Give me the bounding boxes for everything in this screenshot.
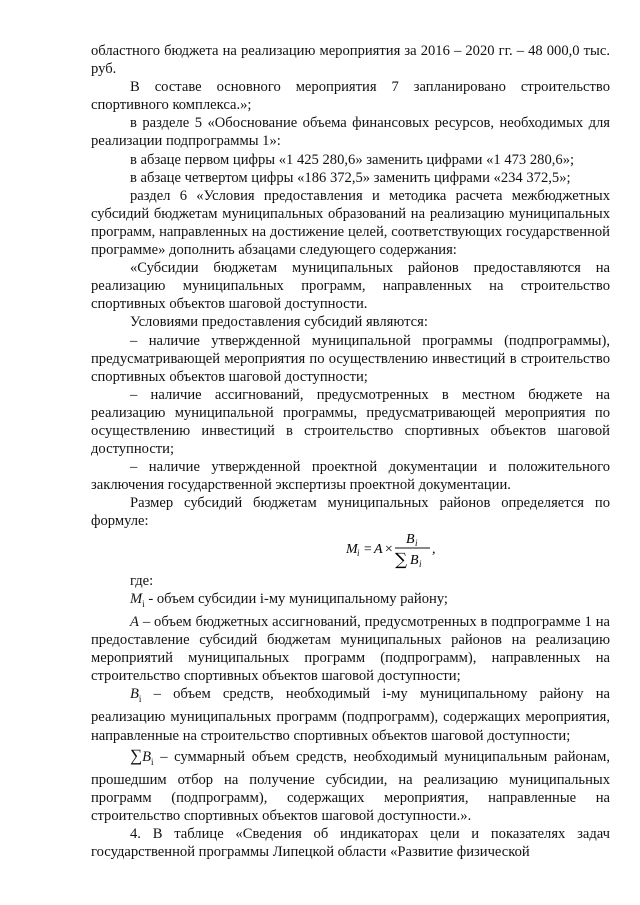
where-label: где:	[130, 573, 154, 589]
paragraph-5: в абзаце четвертом цифры «186 372,5» заменить цифрами «234 372,5»;	[130, 169, 571, 186]
paragraph-7: «Субсидии бюджетам муниципальных районов предоставляются на реализацию муниципальных программ, направленных на строительство спортивных объектов шаговой доступности.	[91, 260, 610, 313]
paragraph-11: – наличие утвержденной проектной документации и положительного заключения государственной экспертизы проектной документации.	[91, 459, 610, 494]
subsidy-formula	[346, 527, 456, 569]
definition-a	[91, 613, 610, 685]
paragraph-1: областного бюджета на реализацию мероприятия за 2016 – 2020 гг. – 48 000,0 тыс. руб.	[91, 43, 610, 78]
formula-a: A	[374, 542, 383, 557]
sum-symbol: ∑	[130, 745, 143, 765]
formula-times: ×	[384, 542, 394, 557]
bi-text: – объем средств, необходимый i-му муниципальному району на реализацию муниципальных программ (подпрограмм), содержащих мероприятия, направленные на строительство спортивных объектов шаговой доступности;	[91, 686, 610, 744]
formula-eq: =	[363, 542, 373, 557]
formula-lhs-sub: i	[357, 548, 360, 558]
paragraph-12: Размер субсидий бюджетам муниципальных районов определяется по формуле:	[91, 495, 610, 530]
mi-text: - объем субсидии i-му муниципальному району;	[144, 591, 448, 608]
paragraph-10: – наличие ассигнований, предусмотренных в местном бюджете на реализацию муниципальной программы, предусматривающей мероприятия по осуществлению инвестиций в строительство спортивных объектов шаговой доступности;	[91, 386, 610, 458]
sum-b-symbol: B	[142, 748, 152, 765]
mi-symbol: M	[130, 591, 143, 608]
bi-symbol: B	[130, 686, 139, 703]
paragraph-3: в разделе 5 «Обоснование объема финансовых ресурсов, необходимых для реализации подпрограммы 1»:	[91, 115, 610, 150]
formula-denominator: B	[410, 553, 419, 568]
formula-numerator-sub: i	[415, 538, 418, 548]
formula-graphic	[346, 527, 456, 569]
text-block-top	[91, 42, 610, 531]
paragraph-6: раздел 6 «Условия предоставления и методика расчета межбюджетных субсидий бюджетам муниципальных образований на реализацию муниципальных программ, направленных на достижение целей, соответствующих государственной программе» дополнить абзацами следующего содержания:	[91, 187, 610, 259]
sum-subscript: i	[151, 756, 154, 767]
definition-mi	[91, 590, 610, 613]
mi-subscript: i	[142, 599, 145, 609]
paragraph-9: – наличие утвержденной муниципальной программы (подпрограммы), предусматривающей мероприятия по осуществлению инвестиций в строительство спортивных объектов шаговой доступности;	[91, 332, 610, 385]
sum-text: – суммарный объем средств, необходимый муниципальным районам, прошедшим отбор на получение субсидии, на реализацию муниципальных программ (подпрограмм), содержащих мероприятия, направленные на строительство спортивных объектов шаговой доступности.».	[91, 748, 610, 824]
a-text: – объем бюджетных ассигнований, предусмотренных в подпрограмме 1 на предоставление субсидий бюджетам муниципальных районов на реализацию мероприятий муниципальных программ (подпрограмм), направленных на строительство спортивных объектов шаговой доступности;	[91, 614, 610, 685]
text-block-bottom	[91, 572, 610, 861]
paragraph-4: в абзаце первом цифры «1 425 280,6» заменить цифрами «1 473 280,6»;	[130, 151, 575, 168]
final-paragraph: 4. В таблице «Сведения об индикаторах цели и показателях задач государственной программы Липецкой области «Развитие физической	[91, 825, 610, 861]
a-symbol: А	[130, 614, 139, 631]
formula-lhs: M	[346, 542, 358, 557]
formula-denominator-sub: i	[419, 559, 422, 569]
formula-sum-sign: ∑	[395, 550, 408, 569]
definition-sum	[91, 747, 610, 825]
paragraph-2: В составе основного мероприятия 7 запланировано строительство спортивного комплекса.»;	[91, 79, 610, 114]
formula-comma: ,	[432, 542, 436, 557]
formula-numerator: B	[406, 532, 415, 547]
definition-bi	[91, 685, 610, 744]
paragraph-8: Условиями предоставления субсидий являются:	[130, 314, 428, 331]
bi-subscript: i	[138, 694, 142, 705]
